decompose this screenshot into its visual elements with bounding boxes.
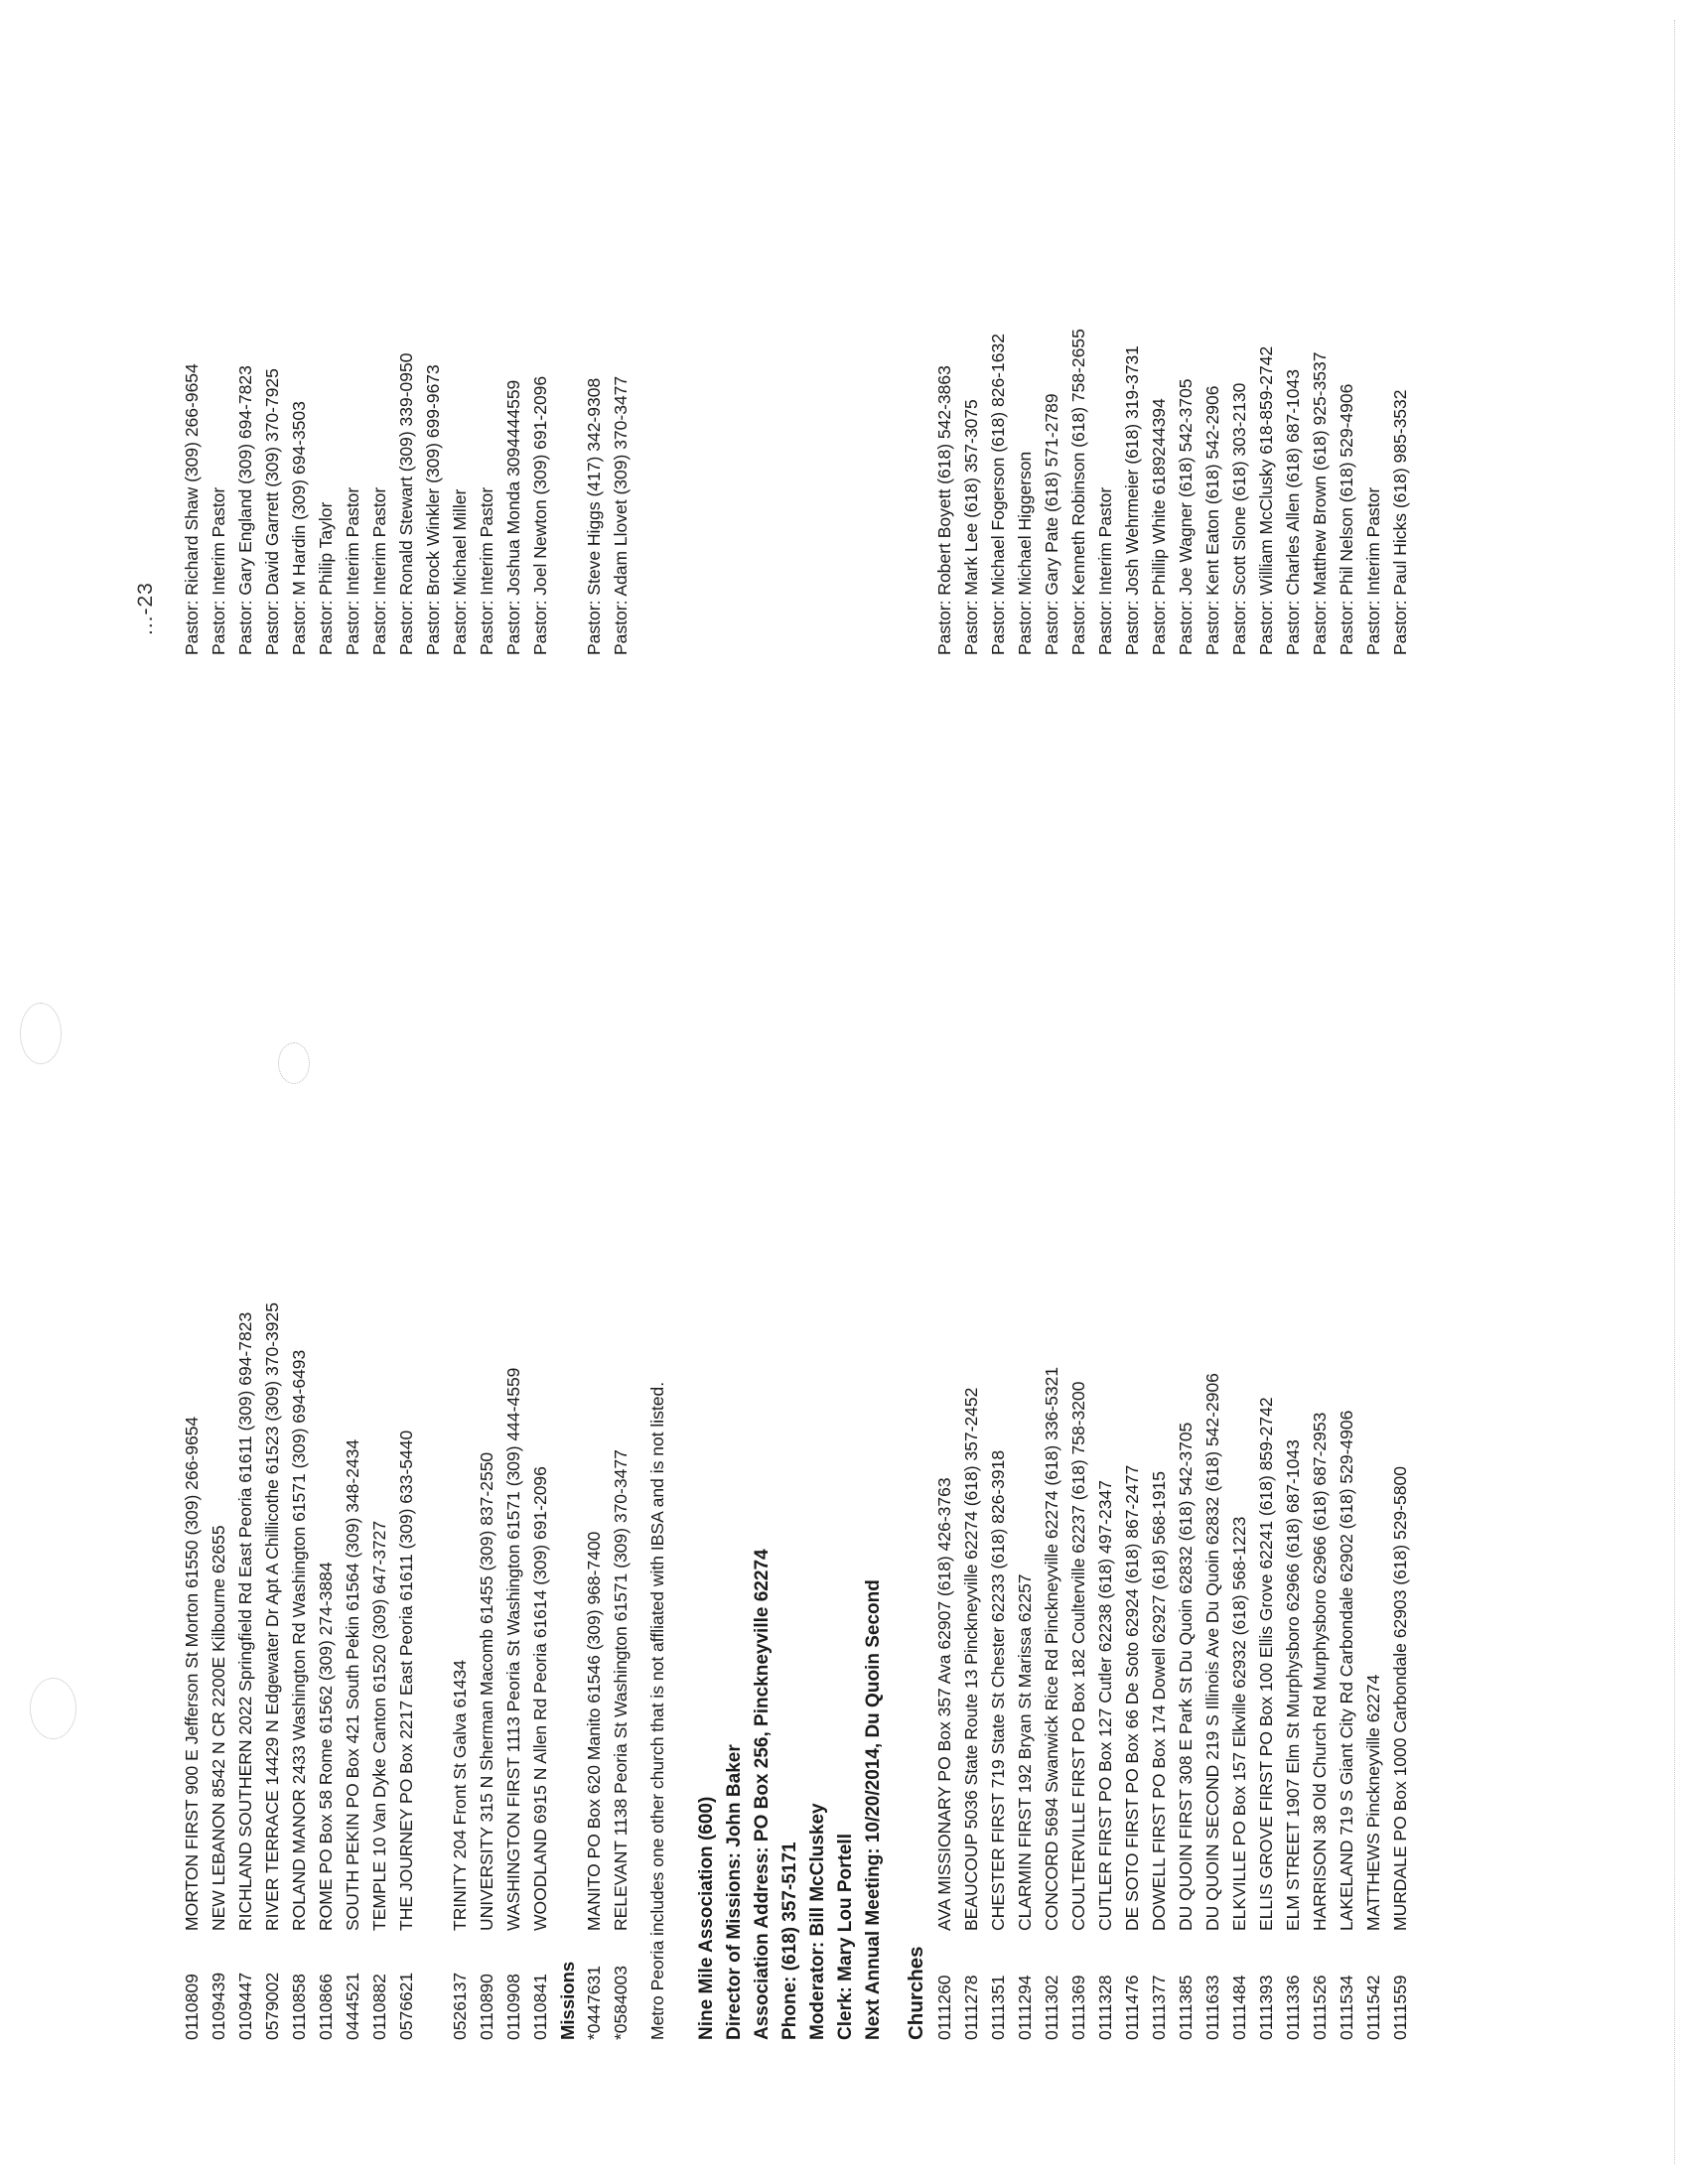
church-row xyxy=(232,948,259,2040)
pastor-entry: Pastor: Interim Pastor xyxy=(1095,486,1115,655)
pastor-entry: Pastor: Paul Hicks (618) 985-3532 xyxy=(1390,389,1410,655)
church-entry: AVA MISSIONARY PO Box 357 Ava 62907 (618) 426-3763 xyxy=(934,1477,954,1931)
pastor-entry: Pastor: Interim Pastor xyxy=(477,486,496,655)
church-entry: DU QUOIN SECOND 219 S Illinois Ave Du Quoin 62832 (618) 542-2906 xyxy=(1202,1373,1222,1931)
church-entry: TRINITY 204 Front St Galva 61434 xyxy=(450,1659,470,1931)
church-row xyxy=(608,948,634,2040)
scan-speck xyxy=(20,1003,62,1064)
church-entry: UNIVERSITY 315 N Sherman Macomb 61455 (309) 837-2550 xyxy=(477,1451,496,1931)
pastor-entry: Pastor: Michael Higgerson xyxy=(1015,451,1035,655)
church-id: 0110882 xyxy=(369,1974,389,2040)
church-entry: ELLIS GROVE FIRST PO Box 100 Ellis Grove 62241 (618) 859-2742 xyxy=(1256,1397,1276,1931)
church-row xyxy=(958,948,985,2040)
church-id: 0110809 xyxy=(182,1974,202,2040)
page-number xyxy=(134,582,158,635)
scan-speck xyxy=(30,1678,76,1739)
association-title: Nine Mile Association (600) xyxy=(696,1796,717,2040)
church-id: 0111278 xyxy=(961,1975,981,2040)
metro-peoria-note: Metro Peoria includes one other church that is not affliated with IBSA and is not listed. xyxy=(647,1381,667,2040)
church-row xyxy=(1334,948,1360,2040)
church-entry: WASHINGTON FIRST 1113 Peoria St Washington 61571 (309) 444-4559 xyxy=(503,1367,523,1931)
pastor-entry: Pastor: Ronald Stewart (309) 339-0950 xyxy=(396,352,416,655)
page-number-value: 23 xyxy=(134,582,157,608)
church-row xyxy=(581,948,608,2040)
church-id: 0111328 xyxy=(1095,1975,1115,2040)
church-entry: DE SOTO FIRST PO Box 66 De Soto 62924 (618) 867-2477 xyxy=(1122,1464,1142,1931)
church-id: 0111336 xyxy=(1283,1975,1303,2040)
church-entry: NEW LEBANON 8542 N CR 2200E Kilbourne 62655 xyxy=(209,1525,228,1931)
church-row xyxy=(1173,948,1199,2040)
pastor-entry: Pastor: Adam Llovet (309) 370-3477 xyxy=(611,375,631,655)
church-id: 0110858 xyxy=(289,1974,309,2040)
spacer xyxy=(420,948,447,2040)
church-entry: MATTHEWS Pinckneyville 62274 xyxy=(1363,1674,1383,1931)
church-id: 0110866 xyxy=(316,1974,336,2040)
church-row xyxy=(313,948,340,2040)
church-id: *0447631 xyxy=(584,1966,604,2040)
church-entry: TEMPLE 10 Van Dyke Canton 61520 (309) 647-3727 xyxy=(369,1520,389,1931)
church-id: 0110890 xyxy=(477,1974,496,2040)
church-entry: CHESTER FIRST 719 State St Chester 62233 (618) 826-3918 xyxy=(988,1449,1008,1931)
church-row xyxy=(1039,948,1065,2040)
church-row xyxy=(1360,948,1387,2040)
church-entry: CUTLER FIRST PO Box 127 Cutler 62238 (618) 497-2347 xyxy=(1095,1480,1115,1931)
missions-heading: Missions xyxy=(557,1961,578,2040)
church-entry: ROME PO Box 58 Rome 61562 (309) 274-3884 xyxy=(316,1562,336,1931)
church-id: 0111484 xyxy=(1229,1975,1249,2040)
church-row xyxy=(393,948,420,2040)
pastor-entry: Pastor: Kent Eaton (618) 542-2906 xyxy=(1202,385,1222,655)
pastor-entry: Pastor: Interim Pastor xyxy=(1363,486,1383,655)
church-row xyxy=(1199,948,1226,2040)
church-entry: HARRISON 38 Old Church Rd Murphysboro 62966 (618) 687-2953 xyxy=(1310,1412,1330,1931)
church-row xyxy=(500,948,527,2040)
church-id: 0111385 xyxy=(1176,1975,1196,2040)
church-entry: RICHLAND SOUTHERN 2022 Springfield Rd East Peoria 61611 (309) 694-7823 xyxy=(235,1311,255,1931)
church-id: 0111559 xyxy=(1390,1975,1410,2040)
page-number-prefix: ...- xyxy=(134,607,157,635)
left-column xyxy=(179,948,1414,2040)
pastor-entry: Pastor: Kenneth Robinson (618) 758-2655 xyxy=(1068,329,1088,655)
pastor-entry: Pastor: Philip Taylor xyxy=(316,501,336,655)
church-row xyxy=(931,948,958,2040)
scan-speck xyxy=(278,1042,310,1084)
church-entry: THE JOURNEY PO Box 2217 East Peoria 61611 (309) 633-5440 xyxy=(396,1430,416,1931)
moderator: Moderator: Bill McCluskey xyxy=(807,1803,828,2040)
church-row xyxy=(1387,948,1414,2040)
church-row xyxy=(1226,948,1253,2040)
church-id: 0111476 xyxy=(1122,1975,1142,2040)
church-entry: RIVER TERRACE 14429 N Edgewater Dr Apt A Chillicothe 61523 (309) 370-3925 xyxy=(262,1302,282,1931)
church-id: 0111351 xyxy=(988,1975,1008,2040)
pastor-entry: Pastor: Joel Newton (309) 691-2096 xyxy=(530,375,550,655)
church-row xyxy=(1280,948,1307,2040)
church-row xyxy=(474,948,500,2040)
director-of-missions: Director of Missions: John Baker xyxy=(724,1744,745,2040)
church-id: 0111633 xyxy=(1202,1975,1222,2040)
scan-edge-line xyxy=(1674,20,1675,2164)
church-entry: SOUTH PEKIN PO Box 421 South Pekin 61564 (309) 348-2434 xyxy=(343,1438,362,1931)
pastor-entry: Pastor: Brock Winkler (309) 699-9673 xyxy=(423,364,443,655)
church-row xyxy=(1146,948,1173,2040)
metro-peoria-pastor-list xyxy=(179,20,420,655)
church-entry: RELEVANT 1138 Peoria St Washington 61571 (309) 370-3477 xyxy=(611,1449,631,1931)
pastor-entry: Pastor: Michael Fogerson (618) 826-1632 xyxy=(988,334,1008,655)
nine-mile-pastor-list xyxy=(931,20,1414,655)
pastor-entry: Pastor: Scott Slone (618) 303-2130 xyxy=(1229,382,1249,655)
nine-mile-church-list xyxy=(931,948,1414,2040)
metro-peoria-missions-list xyxy=(581,948,634,2040)
metro-peoria-pastor-list-2 xyxy=(420,20,554,655)
church-row xyxy=(985,948,1012,2040)
pastor-entry: Pastor: Joshua Monda 3094444559 xyxy=(503,379,523,655)
churches-heading: Churches xyxy=(905,1946,927,2040)
church-row xyxy=(1119,948,1146,2040)
church-id: 0110841 xyxy=(530,1974,550,2040)
church-row xyxy=(366,948,393,2040)
church-row xyxy=(286,948,313,2040)
church-entry: WOODLAND 6915 N Allen Rd Peoria 61614 (309) 691-2096 xyxy=(530,1466,550,1931)
church-id: 0110908 xyxy=(503,1974,523,2040)
church-entry: BEAUCOUP 5036 State Route 13 Pinckneyville 62274 (618) 357-2452 xyxy=(961,1387,981,1931)
church-row xyxy=(1307,948,1334,2040)
church-row xyxy=(340,948,366,2040)
pastor-entry: Pastor: Gary England (309) 694-7823 xyxy=(235,365,255,655)
pastor-entry: Pastor: Robert Boyett (618) 542-3863 xyxy=(934,365,954,655)
pastor-entry: Pastor: Interim Pastor xyxy=(209,486,228,655)
church-id: 0111393 xyxy=(1256,1975,1276,2040)
association-address: Association Address: PO Box 256, Pinckneyville 62274 xyxy=(752,1549,773,2040)
church-id: 0111302 xyxy=(1042,1975,1061,2040)
church-entry: ELM STREET 1907 Elm St Murphysboro 62966 (618) 687-1043 xyxy=(1283,1439,1303,1931)
church-entry: DOWELL FIRST PO Box 174 Dowell 62927 (618) 568-1915 xyxy=(1149,1470,1169,1931)
church-row xyxy=(206,948,232,2040)
church-id: 0526137 xyxy=(450,1972,470,2040)
pastor-entry: Pastor: Matthew Brown (618) 925-3537 xyxy=(1310,351,1330,655)
church-row xyxy=(447,948,474,2040)
pastor-entry: Pastor: Interim Pastor xyxy=(369,486,389,655)
church-entry: DU QUOIN FIRST 308 E Park St Du Quoin 62832 (618) 542-3705 xyxy=(1176,1422,1196,1931)
church-entry: LAKELAND 719 S Giant City Rd Carbondale 62902 (618) 529-4906 xyxy=(1337,1410,1356,1931)
pastor-entry: Pastor: Phillip White 6189244394 xyxy=(1149,398,1169,655)
church-entry: CONCORD 5694 Swanwick Rice Rd Pinckneyville 62274 (618) 336-5321 xyxy=(1042,1366,1061,1931)
church-entry: MORTON FIRST 900 E Jefferson St Morton 61550 (309) 266-9654 xyxy=(182,1416,202,1931)
church-entry: CLARMIN FIRST 192 Bryan St Marissa 62257 xyxy=(1015,1573,1035,1931)
church-entry: ROLAND MANOR 2433 Washington Rd Washington 61571 (309) 694-6493 xyxy=(289,1349,309,1931)
church-id: 0109439 xyxy=(209,1972,228,2040)
next-annual-meeting: Next Annual Meeting: 10/20/2014, Du Quoin Second xyxy=(863,1579,884,2040)
pastor-entry: Pastor: Michael Miller xyxy=(450,488,470,655)
church-id: 0111369 xyxy=(1068,1975,1088,2040)
pastor-entry: Pastor: M Hardin (309) 694-3503 xyxy=(289,401,309,655)
pastor-entry: Pastor: William McClusky 618-859-2742 xyxy=(1256,345,1276,655)
pastor-entry: Pastor: Gary Pate (618) 571-2789 xyxy=(1042,393,1061,655)
pastor-entry: Pastor: Richard Shaw (309) 266-9654 xyxy=(182,363,202,655)
pastor-entry: Pastor: Mark Lee (618) 357-3075 xyxy=(961,399,981,655)
church-row xyxy=(1065,948,1092,2040)
pastor-entry: Pastor: Josh Wehrmeier (618) 319-3731 xyxy=(1122,345,1142,655)
church-entry: COULTERVILLE FIRST PO Box 182 Coulterville 62237 (618) 758-3200 xyxy=(1068,1381,1088,1931)
church-row xyxy=(1092,948,1119,2040)
church-id: 0109447 xyxy=(235,1972,255,2040)
church-row xyxy=(1012,948,1039,2040)
church-row xyxy=(527,948,554,2040)
pastor-entry: Pastor: Charles Allen (618) 687-1043 xyxy=(1283,369,1303,655)
metro-peoria-church-list-2 xyxy=(447,948,554,2040)
church-row xyxy=(1253,948,1280,2040)
church-row xyxy=(179,948,206,2040)
church-id: 0111534 xyxy=(1337,1975,1356,2040)
church-id: 0576621 xyxy=(396,1972,416,2040)
metro-peoria-church-list xyxy=(179,948,420,2040)
church-row xyxy=(259,948,286,2040)
church-entry: MURDALE PO Box 1000 Carbondale 62903 (618) 529-5800 xyxy=(1390,1466,1410,1931)
pastor-entry: Pastor: Steve Higgs (417) 342-9308 xyxy=(584,377,604,655)
pastor-entry: Pastor: Joe Wagner (618) 542-3705 xyxy=(1176,378,1196,655)
spacer xyxy=(554,20,581,655)
mission-pastor-list xyxy=(581,20,634,655)
church-id: 0111542 xyxy=(1363,1975,1383,2040)
pastor-entry: Pastor: Interim Pastor xyxy=(343,486,362,655)
church-id: 0111377 xyxy=(1149,1975,1169,2040)
church-entry: ELKVILLE PO Box 157 Elkville 62932 (618) 568-1223 xyxy=(1229,1516,1249,1931)
church-entry: MANITO PO Box 620 Manito 61546 (309) 968-7400 xyxy=(584,1531,604,1931)
church-id: *0584003 xyxy=(611,1966,631,2040)
church-id: 0111260 xyxy=(934,1975,954,2040)
church-id: 0111294 xyxy=(1015,1975,1035,2040)
clerk: Clerk: Mary Lou Portell xyxy=(835,1834,856,2040)
church-id: 0579002 xyxy=(262,1972,282,2040)
association-phone: Phone: (618) 357-5171 xyxy=(779,1842,800,2040)
pastor-entry: Pastor: David Garrett (309) 370-7925 xyxy=(262,368,282,655)
pastor-entry: Pastor: Phil Nelson (618) 529-4906 xyxy=(1337,383,1356,655)
church-id: 0444521 xyxy=(343,1972,362,2040)
spacer xyxy=(634,20,931,655)
church-id: 0111526 xyxy=(1310,1975,1330,2040)
right-column xyxy=(179,20,1414,655)
